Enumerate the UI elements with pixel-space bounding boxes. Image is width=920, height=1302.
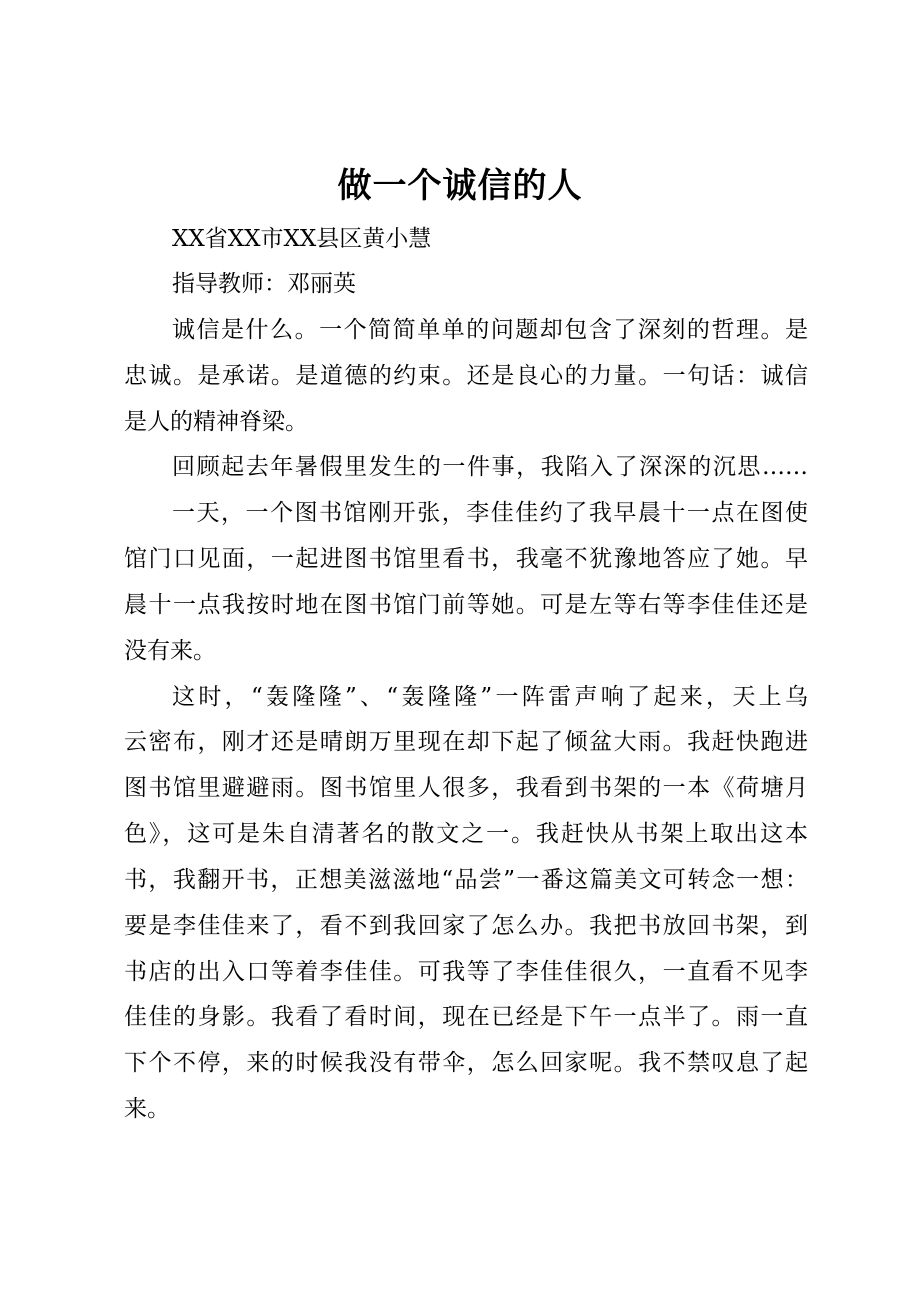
paragraph-line: 晨十一点我按时地在图书馆门前等她。可是左等右等李佳佳还是	[124, 592, 808, 618]
paragraph-line: 这时，“轰隆隆”、“轰隆隆”一阵雷声响了起来，天上乌	[172, 684, 808, 710]
document-title: 做一个诚信的人	[337, 166, 583, 206]
paragraph-line: 云密布，刚才还是晴朗万里现在却下起了倾盆大雨。我赶快跑进	[124, 729, 808, 755]
paragraph-line: 下个不停，来的时候我没有带伞，怎么回家呢。我不禁叹息了起	[124, 1050, 808, 1076]
paragraph-line: 一天，一个图书馆刚开张，李佳佳约了我早晨十一点在图使	[172, 500, 808, 526]
paragraph-line: 忠诚。是承诺。是道德的约束。还是良心的力量。一句话：诚信	[124, 363, 808, 389]
paragraph-line: 没有来。	[124, 638, 216, 664]
teacher-line: 指导教师：邓丽英	[172, 271, 356, 297]
paragraph-line: 色》，这可是朱自清著名的散文之一。我赶快从书架上取出这本	[124, 821, 808, 847]
paragraph-line: 要是李佳佳来了，看不到我回家了怎么办。我把书放回书架，到	[124, 913, 808, 939]
paragraph-line: 书，我翻开书，正想美滋滋地“品尝”一番这篇美文可转念一想：	[124, 867, 808, 893]
paragraph-line: 图书馆里避避雨。图书馆里人很多，我看到书架的一本《荷塘月	[124, 775, 808, 801]
paragraph-line: 回顾起去年暑假里发生的一件事，我陷入了深深的沉思……	[172, 454, 808, 480]
paragraph-line: 是人的精神脊梁。	[124, 409, 308, 435]
paragraph-line: 书店的出入口等着李佳佳。可我等了李佳佳很久，一直看不见李	[124, 959, 808, 985]
paragraph-line: 馆门口见面，一起进图书馆里看书，我毫不犹豫地答应了她。早	[124, 546, 808, 572]
paragraph-line: 诚信是什么。一个简简单单的问题却包含了深刻的哲理。是	[172, 317, 808, 343]
paragraph-line: 佳佳的身影。我看了看时间，现在已经是下午一点半了。雨一直	[124, 1004, 808, 1030]
author-line: XX省XX市XX县区黄小慧	[172, 226, 432, 252]
paragraph-line: 来。	[124, 1096, 170, 1122]
